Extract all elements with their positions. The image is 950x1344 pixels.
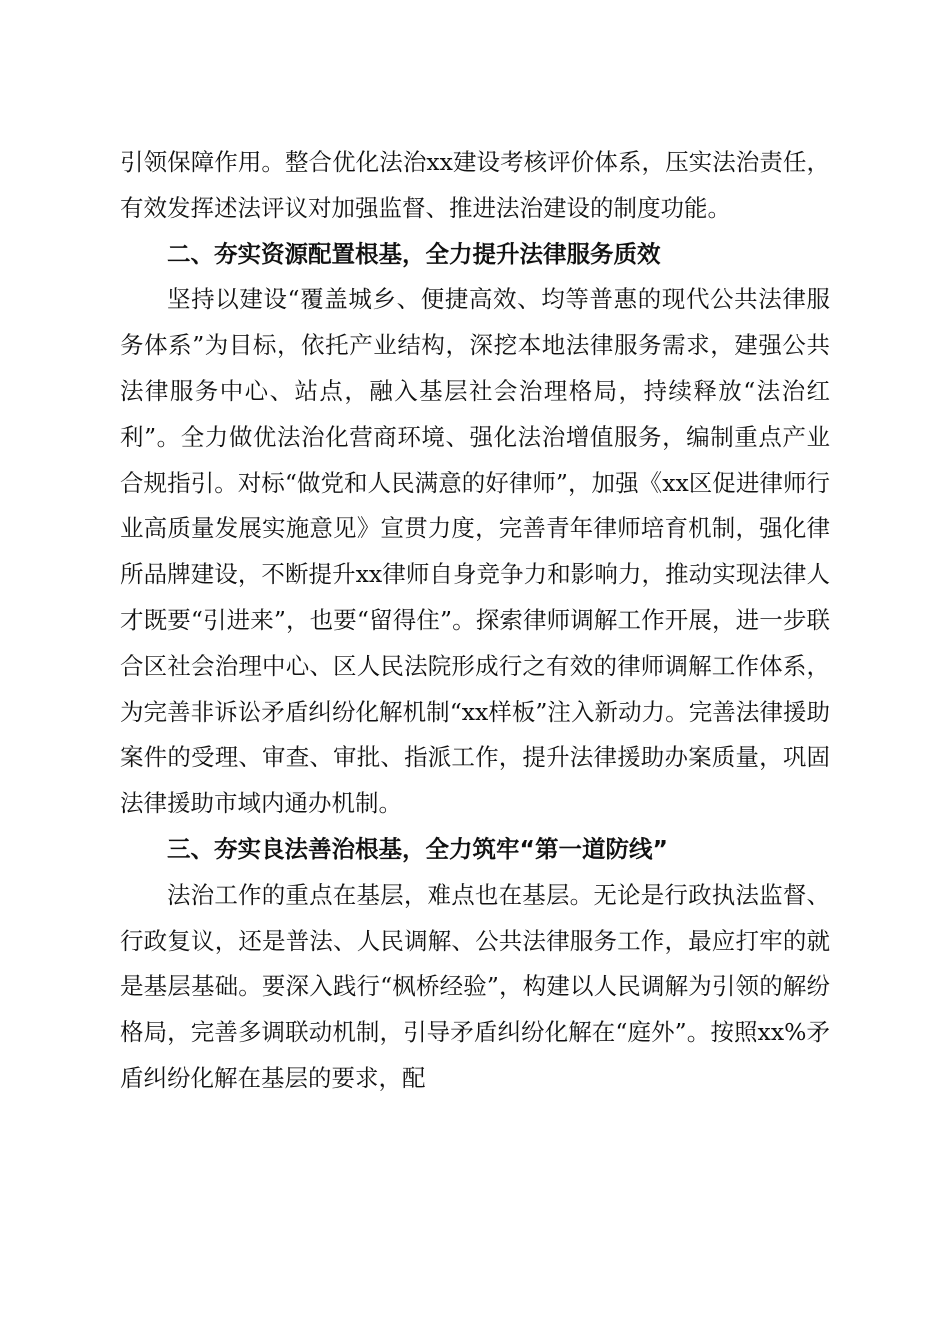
section-heading-3: 三、夯实良法善治根基，全力筑牢“第一道防线” [167,834,668,863]
paragraph-section-2: 坚持以建设“覆盖城乡、便捷高效、均等普惠的现代公共法律服务体系”为目标，依托产业结构，深挖本地法律服务需求，建强公共法律服务中心、站点，融入基层社会治理格局，持续释放“法治红利”。全力做优法治化营商环境、强化法治增值服务，编制重点产业合规指引。对标“做党和人民满意的好律师”，加强《xx区促进律师行业高质量发展实施意见》宣贯力度，完善青年律师培育机制，强化律所品牌建设，不断提升xx律师自身竞争力和影响力，推动实现法律人才既要“引进来”，也要“留得住”。探索律师调解工作开展，进一步联合区社会治理中心、区人民法院形成行之有效的律师调解工作体系，为完善非诉讼矛盾纠纷化解机制“xx样板”注入新动力。完善法律援助案件的受理、审查、审批、指派工作，提升法律援助办案质量，巩固法律援助市域内通办机制。 [120,285,830,818]
paragraph-continuation: 引领保障作用。整合优化法治xx建设考核评价体系，压实法治责任，有效发挥述法评议对加强监督、推进法治建设的制度功能。 [120,148,830,222]
section-heading-2: 二、夯实资源配置根基，全力提升法律服务质效 [167,239,661,268]
paragraph-section-3: 法治工作的重点在基层，难点也在基层。无论是行政执法监督、行政复议，还是普法、人民调解、公共法律服务工作，最应打牢的就是基层基础。要深入践行“枫桥经验”，构建以人民调解为引领的解纷格局，完善多调联动机制，引导矛盾纠纷化解在“庭外”。按照xx%矛盾纠纷化解在基层的要求，配 [120,880,830,1092]
document-body [120,140,830,1102]
